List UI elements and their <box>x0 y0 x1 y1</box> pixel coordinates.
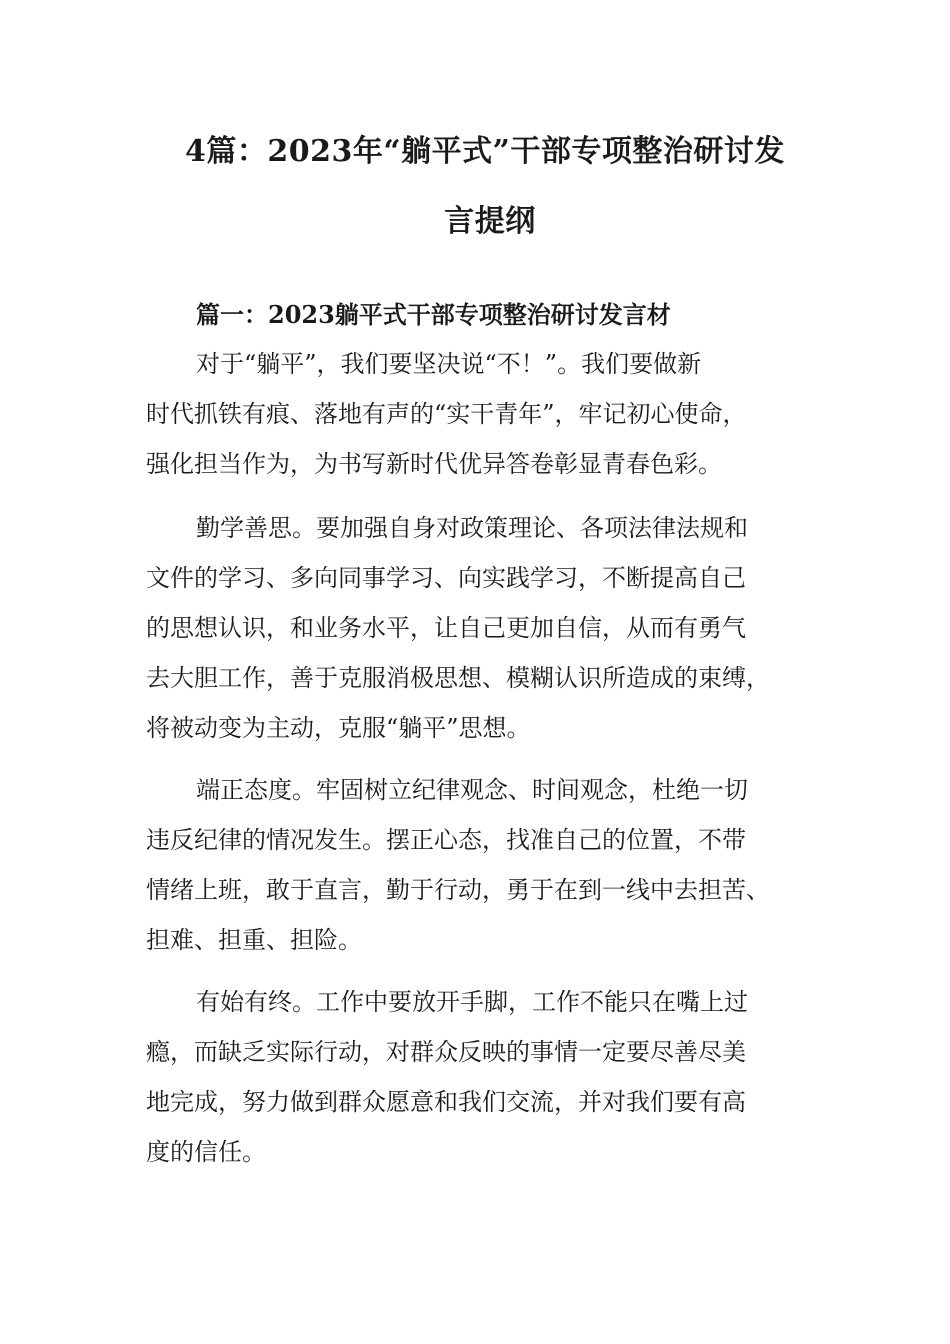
paragraph-line: 有始有终。工作中要放开手脚，工作不能只在嘴上过 <box>196 988 748 1016</box>
document-title-line-1: 4篇：2023年“躺平式”干部专项整治研讨发 <box>185 134 785 169</box>
paragraph-line: 担难、担重、担险。 <box>146 926 362 954</box>
paragraph-line: 端正态度。牢固树立纪律观念、时间观念，杜绝一切 <box>196 776 748 804</box>
paragraph-line: 将被动变为主动，克服“躺平”思想。 <box>146 714 531 742</box>
paragraph-line: 违反纪律的情况发生。摆正心态，找准自己的位置，不带 <box>146 826 746 854</box>
paragraph-line: 勤学善思。要加强自身对政策理论、各项法律法规和 <box>196 514 748 542</box>
paragraph-line: 去大胆工作，善于克服消极思想、模糊认识所造成的束缚， <box>146 664 770 692</box>
paragraph-line: 对于“躺平”，我们要坚决说“不！”。我们要做新 <box>196 350 702 378</box>
section-heading: 篇一：2023躺平式干部专项整治研讨发言材 <box>196 300 671 329</box>
document-title-line-2: 言提纲 <box>444 204 536 239</box>
paragraph-line: 情绪上班，敢于直言，勤于行动，勇于在到一线中去担苦、 <box>146 876 770 904</box>
paragraph-line: 文件的学习、多向同事学习、向实践学习，不断提高自己 <box>146 564 746 592</box>
paragraph-line: 度的信任。 <box>146 1138 266 1166</box>
paragraph-line: 的思想认识，和业务水平，让自己更加自信，从而有勇气 <box>146 614 746 642</box>
paragraph-line: 瘾，而缺乏实际行动，对群众反映的事情一定要尽善尽美 <box>146 1038 746 1066</box>
paragraph-line: 地完成，努力做到群众愿意和我们交流，并对我们要有高 <box>146 1088 746 1116</box>
paragraph-line: 时代抓铁有痕、落地有声的“实干青年”，牢记初心使命， <box>146 400 747 428</box>
paragraph-line: 强化担当作为，为书写新时代优异答卷彰显青春色彩。 <box>146 450 722 478</box>
